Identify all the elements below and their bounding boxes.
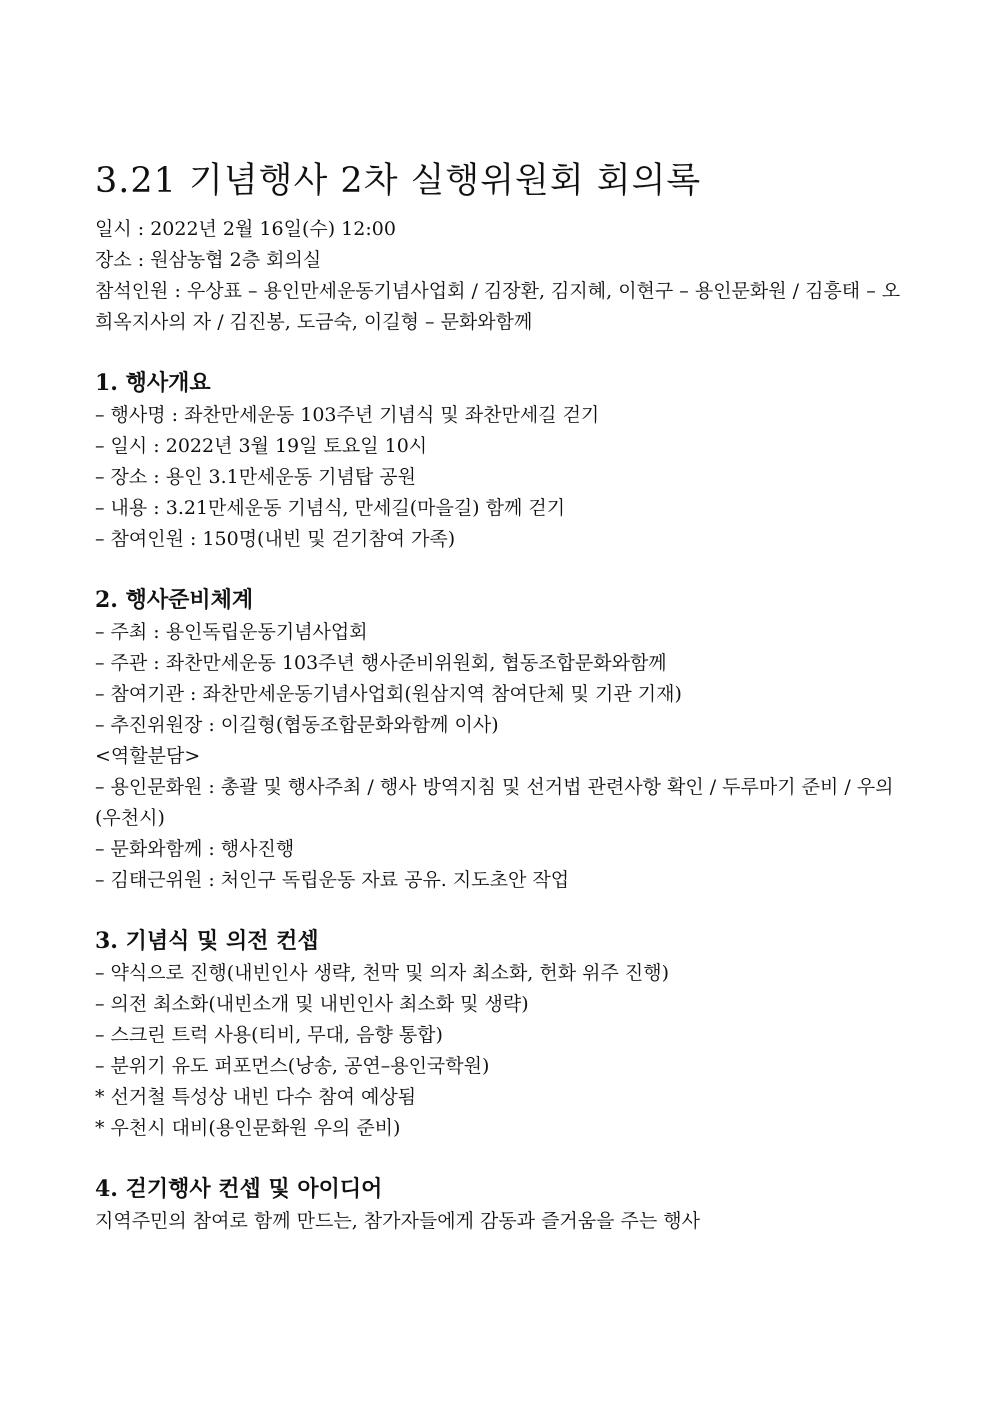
section-list (95, 1206, 915, 1237)
section-list (95, 400, 915, 555)
section-heading: 2. 행사준비체계 (95, 587, 254, 613)
document-body (95, 158, 915, 1237)
section-heading: 3. 기념식 및 의전 컨셉 (95, 928, 319, 954)
list-item: – 의전 최소화(내빈소개 및 내빈인사 최소화 및 생략) (95, 993, 529, 1015)
list-item: – 주최 : 용인독립운동기념사업회 (95, 621, 368, 643)
section-preparation-system (95, 585, 915, 896)
meeting-attendees: 참석인원 : 우상표 – 용인만세운동기념사업회 / 김장환, 김지혜, 이현구 – 용인문화원 / 김흥태 – 오희옥지사의 자 / 김진봉, 도금숙, 이길형 – 문화와함께 (95, 280, 901, 333)
section-list (95, 958, 915, 1144)
list-item: 지역주민의 참여로 함께 만드는, 참가자들에게 감동과 즐거움을 주는 행사 (95, 1210, 700, 1232)
list-item: – 행사명 : 좌찬만세운동 103주년 기념식 및 좌찬만세길 걷기 (95, 404, 600, 426)
meeting-meta (95, 214, 915, 338)
list-item: – 추진위원장 : 이길형(협동조합문화와함께 이사) (95, 714, 499, 736)
section-heading: 4. 걷기행사 컨셉 및 아이디어 (95, 1176, 383, 1202)
list-item: – 용인문화원 : 총괄 및 행사주최 / 행사 방역지침 및 선거법 관련사항 확인 / 두루마기 준비 / 우의(우천시) (95, 776, 894, 829)
meeting-place: 장소 : 원삼농협 2층 회의실 (95, 249, 322, 271)
meeting-datetime: 일시 : 2022년 2월 16일(수) 12:00 (95, 218, 396, 240)
note-item: * 선거철 특성상 내빈 다수 참여 예상됨 (95, 1086, 417, 1108)
list-item: – 참여기관 : 좌찬만세운동기념사업회(원삼지역 참여단체 및 기관 기재) (95, 683, 682, 705)
role-division-label: <역할분담> (95, 745, 201, 767)
list-item: – 문화와함께 : 행사진행 (95, 838, 295, 860)
list-item: – 주관 : 좌찬만세운동 103주년 행사준비위원회, 협동조합문화와함께 (95, 652, 667, 674)
list-item: – 스크린 트럭 사용(티비, 무대, 음향 통합) (95, 1024, 443, 1046)
list-item: – 장소 : 용인 3.1만세운동 기념탑 공원 (95, 466, 416, 488)
section-list (95, 617, 915, 896)
document-title: 3.21 기념행사 2차 실행위원회 회의록 (95, 161, 702, 201)
note-item: * 우천시 대비(용인문화원 우의 준비) (95, 1117, 401, 1139)
section-walking-concept (95, 1174, 915, 1237)
section-heading: 1. 행사개요 (95, 370, 211, 396)
list-item: – 약식으로 진행(내빈인사 생략, 천막 및 의자 최소화, 헌화 위주 진행) (95, 962, 670, 984)
list-item: – 분위기 유도 퍼포먼스(낭송, 공연–용인국학원) (95, 1055, 490, 1077)
list-item: – 참여인원 : 150명(내빈 및 걷기참여 가족) (95, 528, 456, 550)
list-item: – 내용 : 3.21만세운동 기념식, 만세길(마을길) 함께 걷기 (95, 497, 566, 519)
section-event-overview (95, 368, 915, 555)
section-ceremony-concept (95, 926, 915, 1144)
list-item: – 일시 : 2022년 3월 19일 토요일 10시 (95, 435, 428, 457)
list-item: – 김태근위원 : 처인구 독립운동 자료 공유. 지도초안 작업 (95, 869, 570, 891)
